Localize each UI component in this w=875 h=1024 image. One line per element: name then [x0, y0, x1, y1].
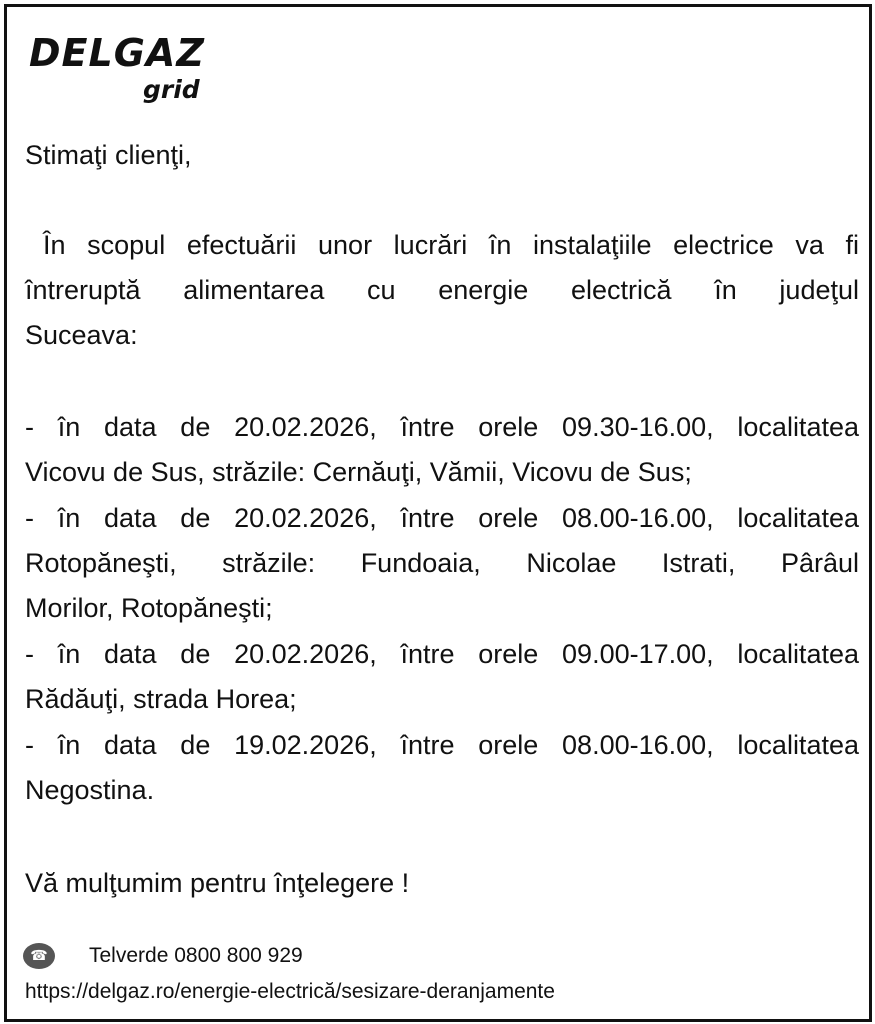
intro-line-2: întreruptă alimentarea cu energie electrică în judeţul [25, 275, 859, 305]
entry-3-line-1: - în data de 20.02.2026, între orele 09.00-17.00, localitatea [25, 639, 859, 669]
entry-2-line-1: - în data de 20.02.2026, între orele 08.00-16.00, localitatea [25, 503, 859, 533]
contact-url[interactable]: https://delgaz.ro/energie-electrică/sesizare-deranjamente [25, 980, 555, 1003]
entry-1-line-1: - în data de 20.02.2026, între orele 09.30-16.00, localitatea [25, 412, 859, 442]
notice-frame [4, 4, 872, 1022]
logo-brand: DELGAZ [29, 31, 205, 75]
delgaz-grid-logo [29, 31, 205, 104]
salutation: Stimaţi clienţi, [25, 140, 192, 170]
intro-line-1: În scopul efectuării unor lucrări în instalaţiile electrice va fi [43, 230, 859, 260]
logo-sub: grid [143, 75, 200, 104]
entry-2-line-2: Rotopăneşti, străzile: Fundoaia, Nicolae Istrati, Pârâul [25, 548, 859, 578]
entry-4-line-1: - în data de 19.02.2026, între orele 08.00-16.00, localitatea [25, 730, 859, 760]
entry-3-line-2: Rădăuţi, strada Horea; [25, 684, 297, 714]
phone-icon: ☎ [23, 943, 55, 969]
phone-number: Telverde 0800 800 929 [89, 944, 303, 967]
intro-line-3: Suceava: [25, 320, 138, 350]
entry-2-line-3: Morilor, Rotopăneşti; [25, 593, 273, 623]
entry-4-line-2: Negostina. [25, 775, 155, 805]
closing-text: Vă mulţumim pentru înţelegere ! [25, 868, 410, 898]
entry-1-line-2: Vicovu de Sus, străzile: Cernăuţi, Vămii, Vicovu de Sus; [25, 457, 692, 487]
